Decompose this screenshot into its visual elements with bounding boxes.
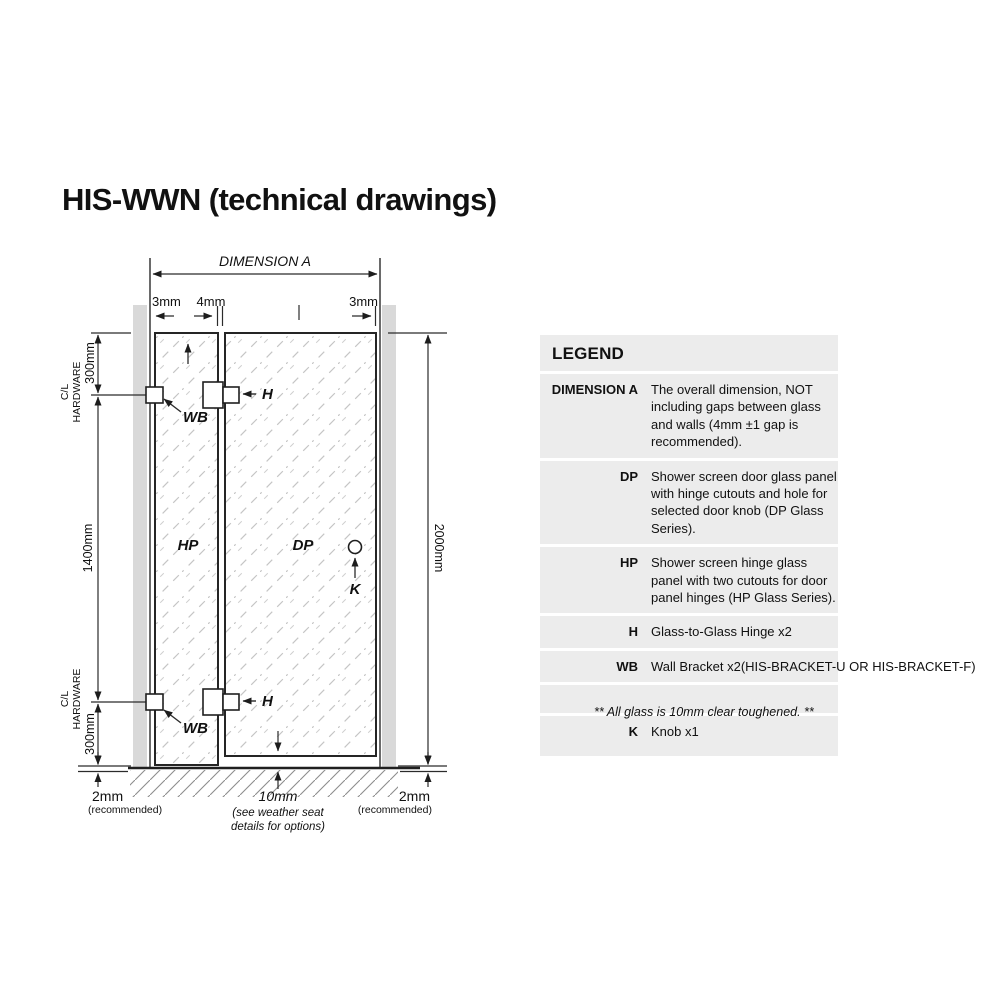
page-title: HIS-WWN (technical drawings) xyxy=(62,182,497,217)
legend-row-h xyxy=(540,616,838,650)
panel-dp-label: DP xyxy=(292,537,314,554)
floor-gap-right-label: 2mm xyxy=(398,788,430,804)
floor-gap-left-note: (recommended) xyxy=(88,804,163,816)
legend-row-wb xyxy=(540,651,976,685)
bottom-offset-label: 300mm xyxy=(83,713,97,755)
legend-description: Knob x1 xyxy=(651,724,699,740)
cl-top-label: C/L xyxy=(59,383,71,401)
knob-label: K xyxy=(349,581,361,598)
gap-middle-label: 4mm xyxy=(196,294,226,309)
dimension-a-label: DIMENSION A xyxy=(218,253,312,269)
floor-gap-left-label: 2mm xyxy=(92,788,124,804)
legend-row-dimension-a xyxy=(540,374,838,461)
legend-term: DIMENSION A xyxy=(551,382,638,397)
middle-span-label: 1400mm xyxy=(81,523,95,573)
top-gap-dimensions xyxy=(156,305,376,326)
wall-bracket-bottom xyxy=(146,694,163,710)
floor-gap-middle-note2: details for options) xyxy=(231,821,325,833)
bracket-bottom-label: WB xyxy=(183,720,208,737)
wall-left xyxy=(133,305,147,768)
glass-footnote: ** All glass is 10mm clear toughened. ** xyxy=(594,705,814,719)
gap-right-label: 3mm xyxy=(349,294,378,309)
panel-hp-label: HP xyxy=(177,537,199,554)
legend-description: The overall dimension, NOT including gaps between glass and walls (4mm ±1 gap is recommended). xyxy=(651,382,821,450)
legend-description: Shower screen door glass panel with hinge cutouts and hole for selected door knob (DP Glass Series). xyxy=(651,468,837,536)
total-height-label: 2000mm xyxy=(432,523,446,573)
bracket-top-label: WB xyxy=(183,409,208,426)
legend-row-k xyxy=(540,716,838,755)
legend-description: Shower screen hinge glass panel with two cutouts for door panel hinges (HP Glass Series). xyxy=(651,555,836,606)
hinge-bottom-label: H xyxy=(262,693,273,710)
legend-description: Wall Bracket x2(HIS-BRACKET-U OR HIS-BRACKET-F) xyxy=(651,658,976,674)
cl-bottom-label: C/L xyxy=(59,690,71,708)
legend-panel xyxy=(540,335,976,756)
legend-term: DP xyxy=(619,468,638,484)
floor-gap-middle-label: 10mm xyxy=(258,788,298,804)
legend-row-hp xyxy=(540,547,838,616)
gap-left-label: 3mm xyxy=(152,294,181,309)
top-offset-label: 300mm xyxy=(83,342,97,384)
legend-term: HP xyxy=(619,555,638,571)
hardware-top-label: HARDWARE xyxy=(71,361,83,423)
hardware-bottom-label: HARDWARE xyxy=(71,668,83,730)
wall-bracket-top xyxy=(146,387,163,403)
legend-title: LEGEND xyxy=(540,335,838,374)
legend-term: H xyxy=(628,624,638,640)
floor-gap-middle-note1: (see weather seat xyxy=(232,807,324,819)
legend-row-dp xyxy=(540,461,838,548)
legend-term: K xyxy=(628,724,638,740)
floor-gap-right-note: (recommended) xyxy=(357,804,432,816)
hinge-top-label: H xyxy=(262,386,273,403)
wall-right xyxy=(382,305,396,768)
legend-term: WB xyxy=(616,658,638,674)
legend-description: Glass-to-Glass Hinge x2 xyxy=(651,624,792,640)
